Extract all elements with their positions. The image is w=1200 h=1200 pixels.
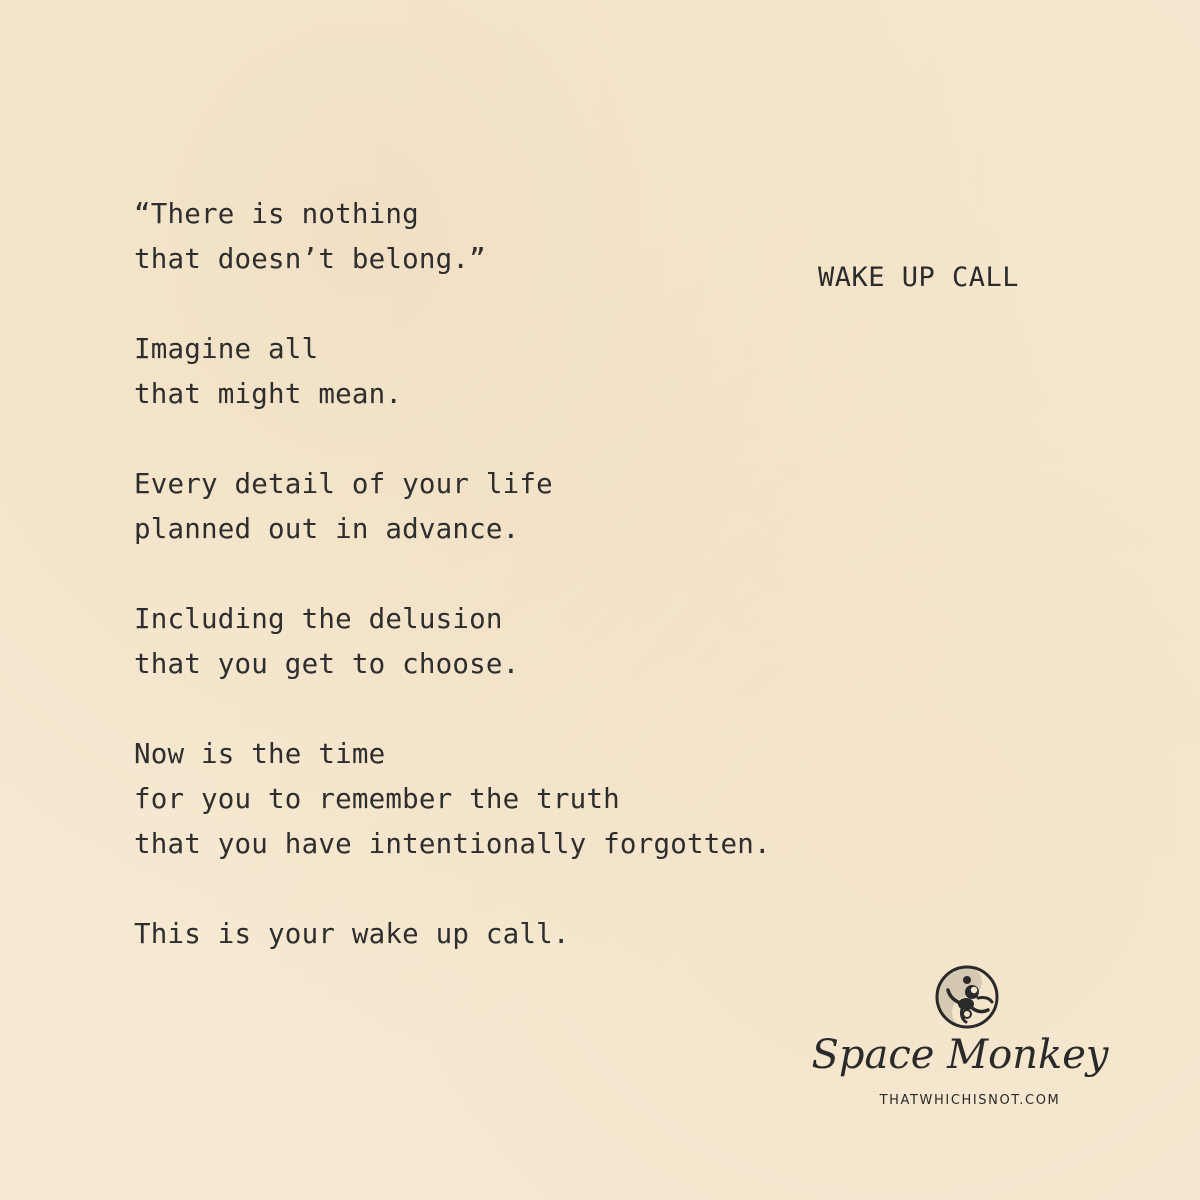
poem-line: that you have intentionally forgotten. <box>134 828 771 860</box>
poem-line: that you get to choose. <box>134 648 520 680</box>
brand-url: THATWHICHISNOT.COM <box>879 1093 1061 1108</box>
poem-line: that doesn’t belong.” <box>134 243 486 275</box>
space-monkey-emblem-icon <box>932 962 1002 1032</box>
poem-title: WAKE UP CALL <box>818 262 1020 293</box>
poem-line: This is your wake up call. <box>134 918 570 950</box>
poem-body <box>134 192 1034 1002</box>
poem-line: Including the delusion <box>134 603 503 635</box>
poem-line: for you to remember the truth <box>134 783 620 815</box>
brand-logo <box>800 960 1120 1140</box>
poem-line: Every detail of your life <box>134 468 553 500</box>
stanza <box>134 462 1034 552</box>
poem-line: that might mean. <box>134 378 403 410</box>
poem-line: Now is the time <box>134 738 386 770</box>
poem-line: Imagine all <box>134 333 319 365</box>
poem-line: “There is nothing <box>134 198 419 230</box>
stanza <box>134 327 1034 417</box>
stanza <box>134 597 1034 687</box>
stanza <box>134 192 1034 282</box>
stanza <box>134 912 1034 957</box>
brand-name: Space Monkey <box>811 1032 1109 1078</box>
poem-line: planned out in advance. <box>134 513 520 545</box>
stanza <box>134 732 1034 867</box>
